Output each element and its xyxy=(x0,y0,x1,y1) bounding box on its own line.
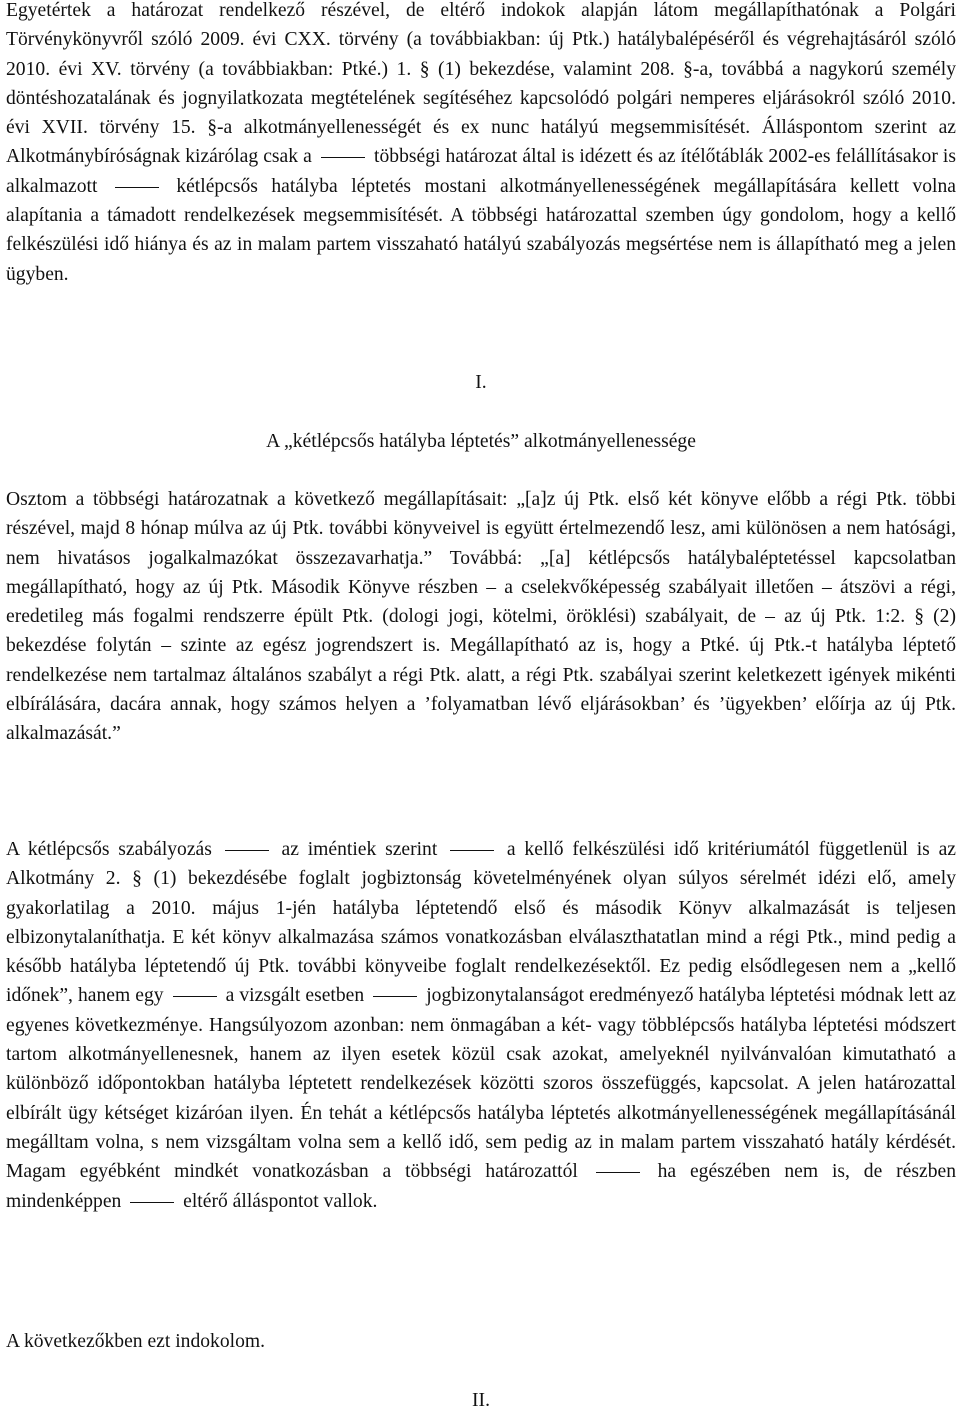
paragraph-2-c: a kellő felkészülési idő kritériumától függetlenül is az Alkotmány 2. § (1) bekezdésébe foglalt jogbiztonság követelményének olyan súlyos sérelmét idézi elő, amely gyakorlatilag a 2010. május 1-jén hatályba léptetendő első és második Könyv alkalmazását is teljesen elbizonytalaníthatja. E két könyv alkalmazása számos vonatkozásban elválaszthatatlan mind a régi Ptk., mind pedig a később hatályba léptetendő új Ptk. további könyveibe foglalt rendelkezésektől. Ez pedig elsődlegesen nem a „kellő időnek”, hanem egy xyxy=(6,839,956,1007)
paragraph-1: Osztom a többségi határozatnak a következő megállapításait: „[a]z új Ptk. első két könyve előbb a régi Ptk. többi részével, majd 8 hónap múlva az új Ptk. további könyveivel is együtt értelmezendő lesz, ami különösen a nem hatósági, nem hivatásos jogalkalmazókat összezavarhatja.” Továbbá: „[a] kétlépcsős hatálybaléptetéssel kapcsolatban megállapítható, hogy az új Ptk. Második Könyve részben – a cselekvőképesség szabályait illetően – átszövi a régi, eredetileg más fogalmi rendszerre épült Ptk. (dologi jogi, kötelmi, öröklési) szabályait, de – az új Ptk. 1:2. § (2) bekezdése folytán – szinte az egész jogrendszert is. Megállapítható az is, hogy a Ptké. új Ptk.-t hatályba léptető rendelkezése nem tartalmaz általános szabályt a régi Ptk. alatt, a régi Ptk. szabályai szerint keletkezett igények mikénti elbírálására, dacára annak, hogy számos helyen a ’folyamatban lévő eljárásokban’ és ’ügyekben’ előírja az új Ptk. alkalmazását.” xyxy=(6,489,956,745)
intro-sentence-3: A többségi határozattal szemben úgy gondolom, hogy a kellő felkészülési idő hiánya és az in malam partem visszaható hatályú szabályozás megsértése nem is állapítható meg a jelen ügyben. xyxy=(6,205,956,285)
paragraph-2-g: eltérő álláspontot vallok. xyxy=(183,1190,378,1212)
em-dash xyxy=(225,850,269,851)
section-number: I. xyxy=(475,372,487,393)
intro-sentence-2b: többségi határozat által is idézett és az ítélőtáblák 2002-es felállításakor is alkalmazott xyxy=(6,146,957,197)
em-dash xyxy=(596,1172,640,1173)
intro-sentence-2c: kétlépcsős hatályba léptetés mostani alkotmányellenességének megállapítására kellett volna alapítania a támadott rendelkezések megsemmisítését. xyxy=(6,175,956,227)
paragraph-2-d: a vizsgált esetben xyxy=(225,985,365,1007)
em-dash xyxy=(173,996,217,997)
em-dash xyxy=(321,157,365,158)
em-dash xyxy=(373,996,417,997)
em-dash xyxy=(130,1202,174,1203)
intro-sentence-1: Egyetértek a határozat rendelkező részével, de eltérő indokok alapján látom megállapíthatónak a Polgári Törvénykönyvről szóló 2009. évi CXX. törvény (a továbbiakban: új Ptk.) hatálybalépéséről és végrehajtásáról szóló 2010. évi XV. törvény (a továbbiakban: Ptké.) 1. § (1) bekezdése, valamint 208. §-a, továbbá a nagykorú személy döntéshozatalának és jognyilatkozata megtételének segítéséhez kapcsolódó polgári nemperes eljárásokról szóló 2010. évi XVII. törvény 15. §-a alkotmányellenességét és ex nunc hatályú megsemmisítését. xyxy=(6,0,956,139)
section-title: A „kétlépcsős hatályba léptetés” alkotmányellenessége xyxy=(266,431,696,452)
intro-paragraph xyxy=(6,0,956,289)
paragraph-2-f: ha egészében nem is, de részben mindenképpen xyxy=(6,1161,956,1212)
em-dash xyxy=(450,850,494,851)
paragraph-2-b: az iméntiek szerint xyxy=(281,839,438,860)
document-page xyxy=(6,0,957,1411)
intro-sentence-2a: Álláspontom szerint az Alkotmánybíróságnak kizárólag csak a xyxy=(6,117,956,168)
paragraph-2-a: A kétlépcsős szabályozás xyxy=(6,839,212,860)
em-dash xyxy=(115,187,159,188)
section-number-2: II. xyxy=(472,1390,490,1411)
paragraph-2 xyxy=(6,835,956,1216)
paragraph-3: A következőkben ezt indokolom. xyxy=(6,1331,266,1352)
paragraph-2-e: jogbizonytalanságot eredményező hatályba léptetési módnak lett az egyenes következménye. Hangsúlyozom azonban: nem önmagában a két- vagy többlépcsős hatályba léptetési módszert tartom alkotmányellenesnek, hanem az ilyen esetek közül csak azokat, amelyeknél nyilvánvalóan kimutatható a különböző időpontokban hatályba léptetett rendelkezések közötti szoros összefüggés, kapcsolat. A jelen határozattal elbírált ügy kétséget kizáróan ilyen. Én tehát a kétlépcsős hatályba léptetés alkotmányellenességének megállapításánál megálltam volna, s nem vizsgáltam volna sem a kellő idő, sem pedig az in malam partem visszaható hatály kérdését. Magam egyébként mindkét vonatkozásban a többségi határozattól xyxy=(6,985,956,1183)
